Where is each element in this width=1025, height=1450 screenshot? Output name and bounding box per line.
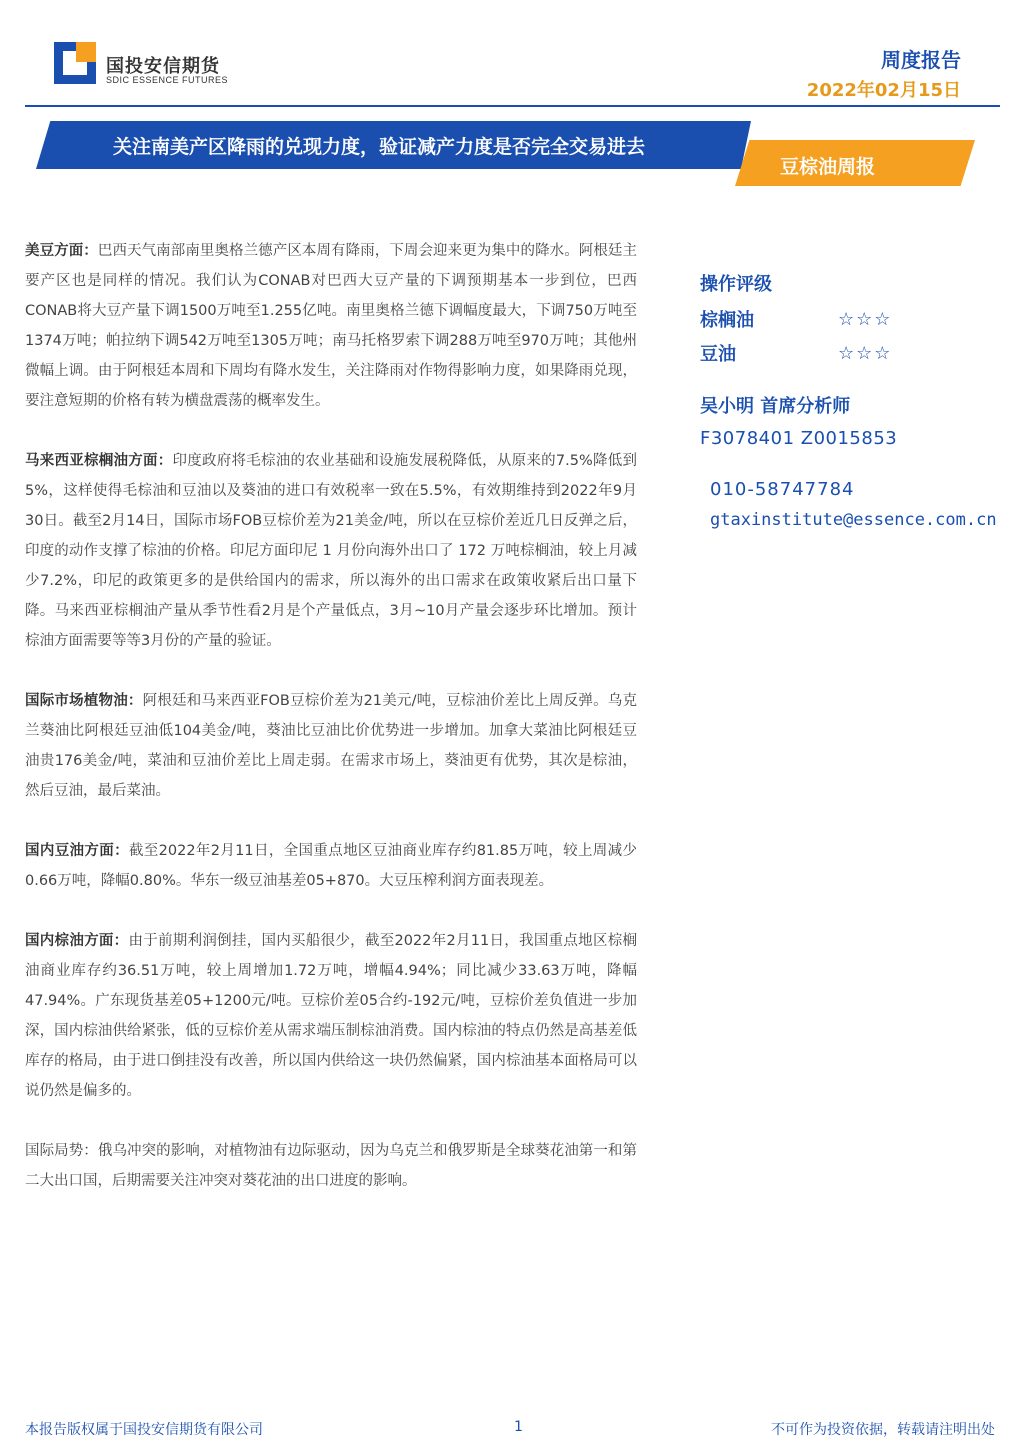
section-malaysia-palm <box>25 446 637 656</box>
rating-name: 豆油 <box>700 344 736 365</box>
star-rating-icon: ☆☆☆ <box>838 308 893 330</box>
section-text: 阿根廷和马来西亚FOB豆棕价差为21美元/吨，豆棕油价差比上周反弹。乌克兰葵油比阿根廷豆油低104美金/吨，葵油比豆油比价优势进一步增加。加拿大菜油比阿根廷豆油贵176美金/吨，菜油和豆油价差比上周走弱。在需求市场上，葵油更有优势，其次是棕油，然后豆油，最后菜油。 <box>25 693 637 799</box>
section-lead: 马来西亚棕榈油方面： <box>25 453 173 469</box>
analyst-name: 吴小明 首席分析师 <box>700 396 851 417</box>
contact-phone: 010-58747784 <box>710 479 855 500</box>
logo-name-en: SDIC ESSENCE FUTURES <box>106 75 229 85</box>
rating-name: 棕榈油 <box>700 310 754 331</box>
contact-email[interactable]: gtaxinstitute@essence.com.cn <box>710 510 997 530</box>
sidebar <box>700 270 1020 530</box>
section-intl-vegoil <box>25 686 637 806</box>
section-text: 巴西天气南部南里奥格兰德产区本周有降雨，下周会迎来更为集中的降水。阿根廷主要产区也是同样的情况。我们认为CONAB对巴西大豆产量的下调预期基本一步到位，巴西CONAB将大豆产量下调1500万吨至1.255亿吨。南里奥格兰德下调幅度最大，下调750万吨至1374万吨；帕拉纳下调542万吨至1305万吨；南马托格罗索下调288万吨至970万吨；其他州微幅上调。由于阿根廷本周和下周均有降水发生，关注降雨对作物得影响力度，如果降雨兑现，要注意短期的价格有转为横盘震荡的概率发生。 <box>25 243 638 409</box>
section-lead: 国际市场植物油： <box>25 693 143 709</box>
section-geopolitics <box>25 1136 637 1196</box>
section-us-soy <box>25 236 637 416</box>
section-text: 国际局势：俄乌冲突的影响，对植物油有边际驱动，因为乌克兰和俄罗斯是全球葵花油第一和第二大出口国，后期需要关注冲突对葵花油的出口进度的影响。 <box>25 1143 637 1189</box>
footer-disclaimer: 不可作为投资依据，转载请注明出处 <box>771 1422 995 1438</box>
report-tag: 豆棕油周报 <box>780 156 876 178</box>
section-lead: 国内豆油方面： <box>25 843 129 859</box>
section-lead: 美豆方面： <box>25 243 98 259</box>
rating-row-soyoil <box>700 336 1020 370</box>
section-domestic-soyoil <box>25 836 637 896</box>
rating-title: 操作评级 <box>700 274 772 295</box>
analyst-license: F3078401 Z0015853 <box>700 428 898 449</box>
header-divider <box>25 105 1000 107</box>
footer-copyright: 本报告版权属于国投安信期货有限公司 <box>25 1422 263 1438</box>
section-text: 截至2022年2月11日，全国重点地区豆油商业库存约81.85万吨，较上周减少0.66万吨，降幅0.80%。华东一级豆油基差05+870。大豆压榨利润方面表现差。 <box>25 843 638 889</box>
report-date: 2022年02月15日 <box>806 80 961 101</box>
star-rating-icon: ☆☆☆ <box>838 342 893 364</box>
page-number: 1 <box>514 1419 523 1435</box>
section-domestic-palm <box>25 926 637 1106</box>
report-title: 关注南美产区降雨的兑现力度，验证减产力度是否完全交易进去 <box>113 136 646 158</box>
report-body <box>25 236 637 1226</box>
section-lead: 国内棕油方面： <box>25 933 129 949</box>
logo-mark-icon <box>54 42 96 84</box>
section-text: 由于前期利润倒挂，国内买船很少，截至2022年2月11日，我国重点地区棕榈油商业库存约36.51万吨，较上周增加1.72万吨，增幅4.94%；同比减少33.63万吨，降幅47.94%。广东现货基差05+1200元/吨。豆棕价差05合约-192元/吨，豆棕价差负值进一步加深，国内棕油供给紧张，低的豆棕价差从需求端压制棕油消费。国内棕油的特点仍然是高基差低库存的格局，由于进口倒挂没有改善，所以国内供给这一块仍然偏紧，国内棕油基本面格局可以说仍然是偏多的。 <box>25 933 638 1099</box>
section-text: 印度政府将毛棕油的农业基础和设施发展税降低，从原来的7.5%降低到5%，这样使得毛棕油和豆油以及葵油的进口有效税率一致在5.5%，有效期维持到2022年9月30日。截至2月14日，国际市场FOB豆棕价差为21美金/吨，所以在豆棕价差近几日反弹之后，印度的动作支撑了棕油的价格。印尼方面印尼 1 月份向海外出口了 172 万吨棕榈油，较上月减少7.2%，印尼的政策更多的是供给国内的需求，所以海外的出口需求在政策收紧后出口量下降。马来西亚棕榈油产量从季节性看2月是个产量低点，3月~10月产量会逐步环比增加。预计棕油方面需要等等3月份的产量的验证。 <box>25 453 637 649</box>
logo-name-cn: 国投安信期货 <box>106 56 220 77</box>
company-logo <box>54 42 244 92</box>
report-type: 周度报告 <box>881 48 961 72</box>
rating-row-palm <box>700 302 1020 336</box>
